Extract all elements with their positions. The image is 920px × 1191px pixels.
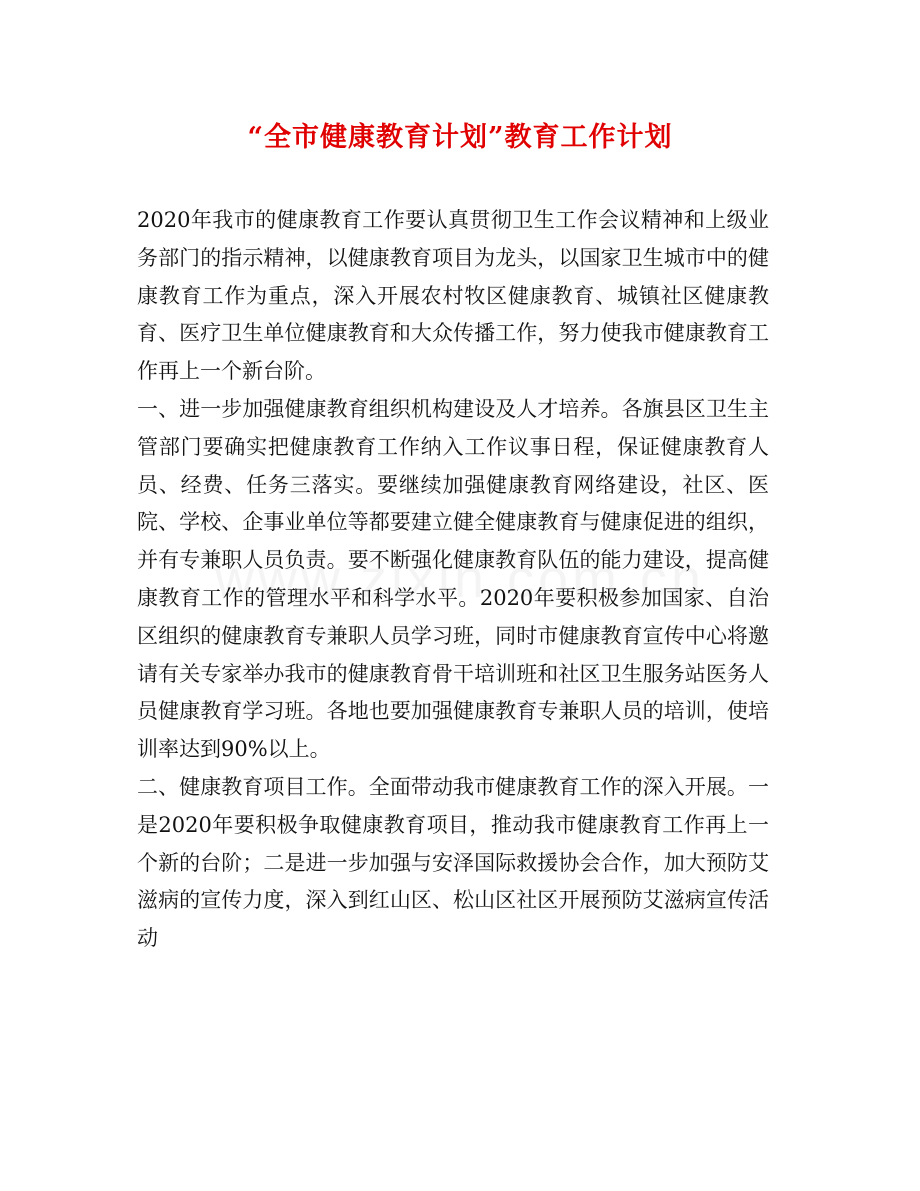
document-title: “全市健康教育计划”教育工作计划: [247, 122, 673, 153]
paragraph-intro: 2020年我市的健康教育工作要认真贯彻卫生工作会议精神和上级业务部门的指示精神，以健康教育项目为龙头，以国家卫生城市中的健康教育工作为重点，深入开展农村牧区健康教育、城镇社区健康教育、医疗卫生单位健康教育和大众传播工作，努力使我市健康教育工作再上一个新台阶。: [137, 208, 769, 384]
document-body: [137, 202, 769, 958]
paragraph-section-1: 一、进一步加强健康教育组织机构建设及人才培养。各旗县区卫生主管部门要确实把健康教育工作纳入工作议事日程，保证健康教育人员、经费、任务三落实。要继续加强健康教育网络建设，社区、医院、学校、企事业单位等都要建立健全健康教育与健康促进的组织，并有专兼职人员负责。要不断强化健康教育队伍的能力建设，提高健康教育工作的管理水平和科学水平。2020年要积极参加国家、自治区组织的健康教育专兼职人员学习班，同时市健康教育宣传中心将邀请有关专家举办我市的健康教育骨干培训班和社区卫生服务站医务人员健康教育学习班。各地也要加强健康教育专兼职人员的培训，使培训率达到90%以上。: [137, 396, 769, 762]
paragraph-section-2: 二、健康教育项目工作。全面带动我市健康教育工作的深入开展。一是2020年要积极争取健康教育项目，推动我市健康教育工作再上一个新的台阶；二是进一步加强与安泽国际救援协会合作，加大预防艾滋病的宣传力度，深入到红山区、松山区社区开展预防艾滋病宣传活动: [137, 774, 769, 951]
